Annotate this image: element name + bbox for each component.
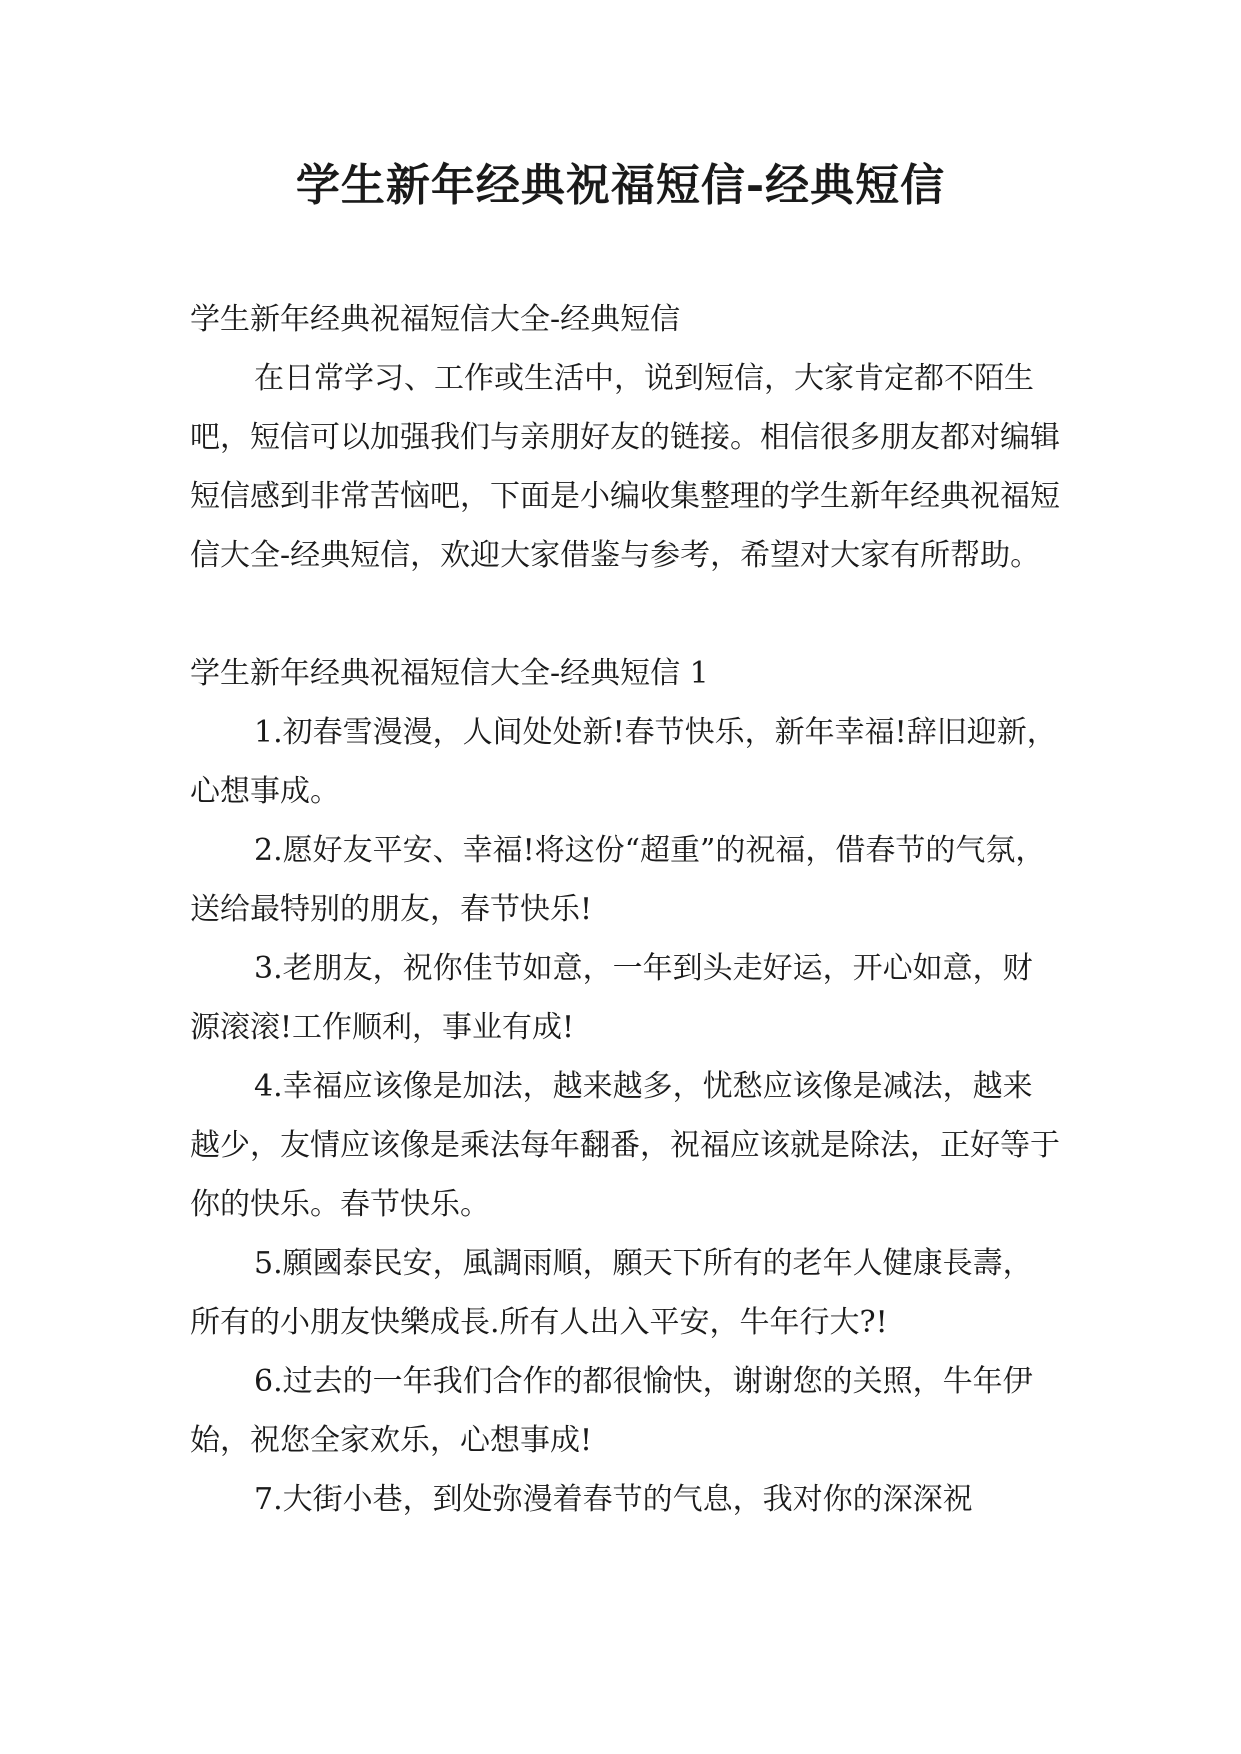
greeting-item-5: 5.願國泰民安，風調雨順，願天下所有的老年人健康長壽，所有的小朋友快樂成長.所有人出入平安，牛年行大?! (190, 1246, 1033, 1340)
greeting-item-6: 6.过去的一年我们合作的都很愉快，谢谢您的关照，牛年伊始，祝您全家欢乐，心想事成! (190, 1364, 1033, 1458)
greeting-item-4: 4.幸福应该像是加法，越来越多，忧愁应该像是减法，越来越少，友情应该像是乘法每年翻番，祝福应该就是除法，正好等于你的快乐。春节快乐。 (190, 1069, 1060, 1222)
section-heading-1: 学生新年经典祝福短信大全-经典短信 (190, 302, 681, 337)
greeting-item-2: 2.愿好友平安、幸福!将这份“超重”的祝福，借春节的气氛，送给最特别的朋友，春节快乐! (190, 833, 1046, 927)
paragraph-spacer (190, 585, 1060, 644)
intro-paragraph: 在日常学习、工作或生活中，说到短信，大家肯定都不陌生吧，短信可以加强我们与亲朋好友的链接。相信很多朋友都对编辑短信感到非常苦恼吧，下面是小编收集整理的学生新年经典祝福短信大全-经典短信，欢迎大家借鉴与参考，希望对大家有所帮助。 (190, 361, 1060, 573)
greeting-item-3: 3.老朋友，祝你佳节如意，一年到头走好运，开心如意，财源滚滚!工作顺利，事业有成! (190, 951, 1033, 1045)
document-body (190, 290, 1060, 1529)
document-title: 学生新年经典祝福短信-经典短信 (295, 160, 946, 211)
section-heading-2: 学生新年经典祝福短信大全-经典短信 1 (190, 656, 709, 691)
greeting-item-1: 1.初春雪漫漫，人间处处新!春节快乐，新年幸福!辞旧迎新，心想事成。 (190, 715, 1057, 809)
greeting-item-7: 7.大街小巷，到处弥漫着春节的气息，我对你的深深祝 (254, 1482, 973, 1517)
